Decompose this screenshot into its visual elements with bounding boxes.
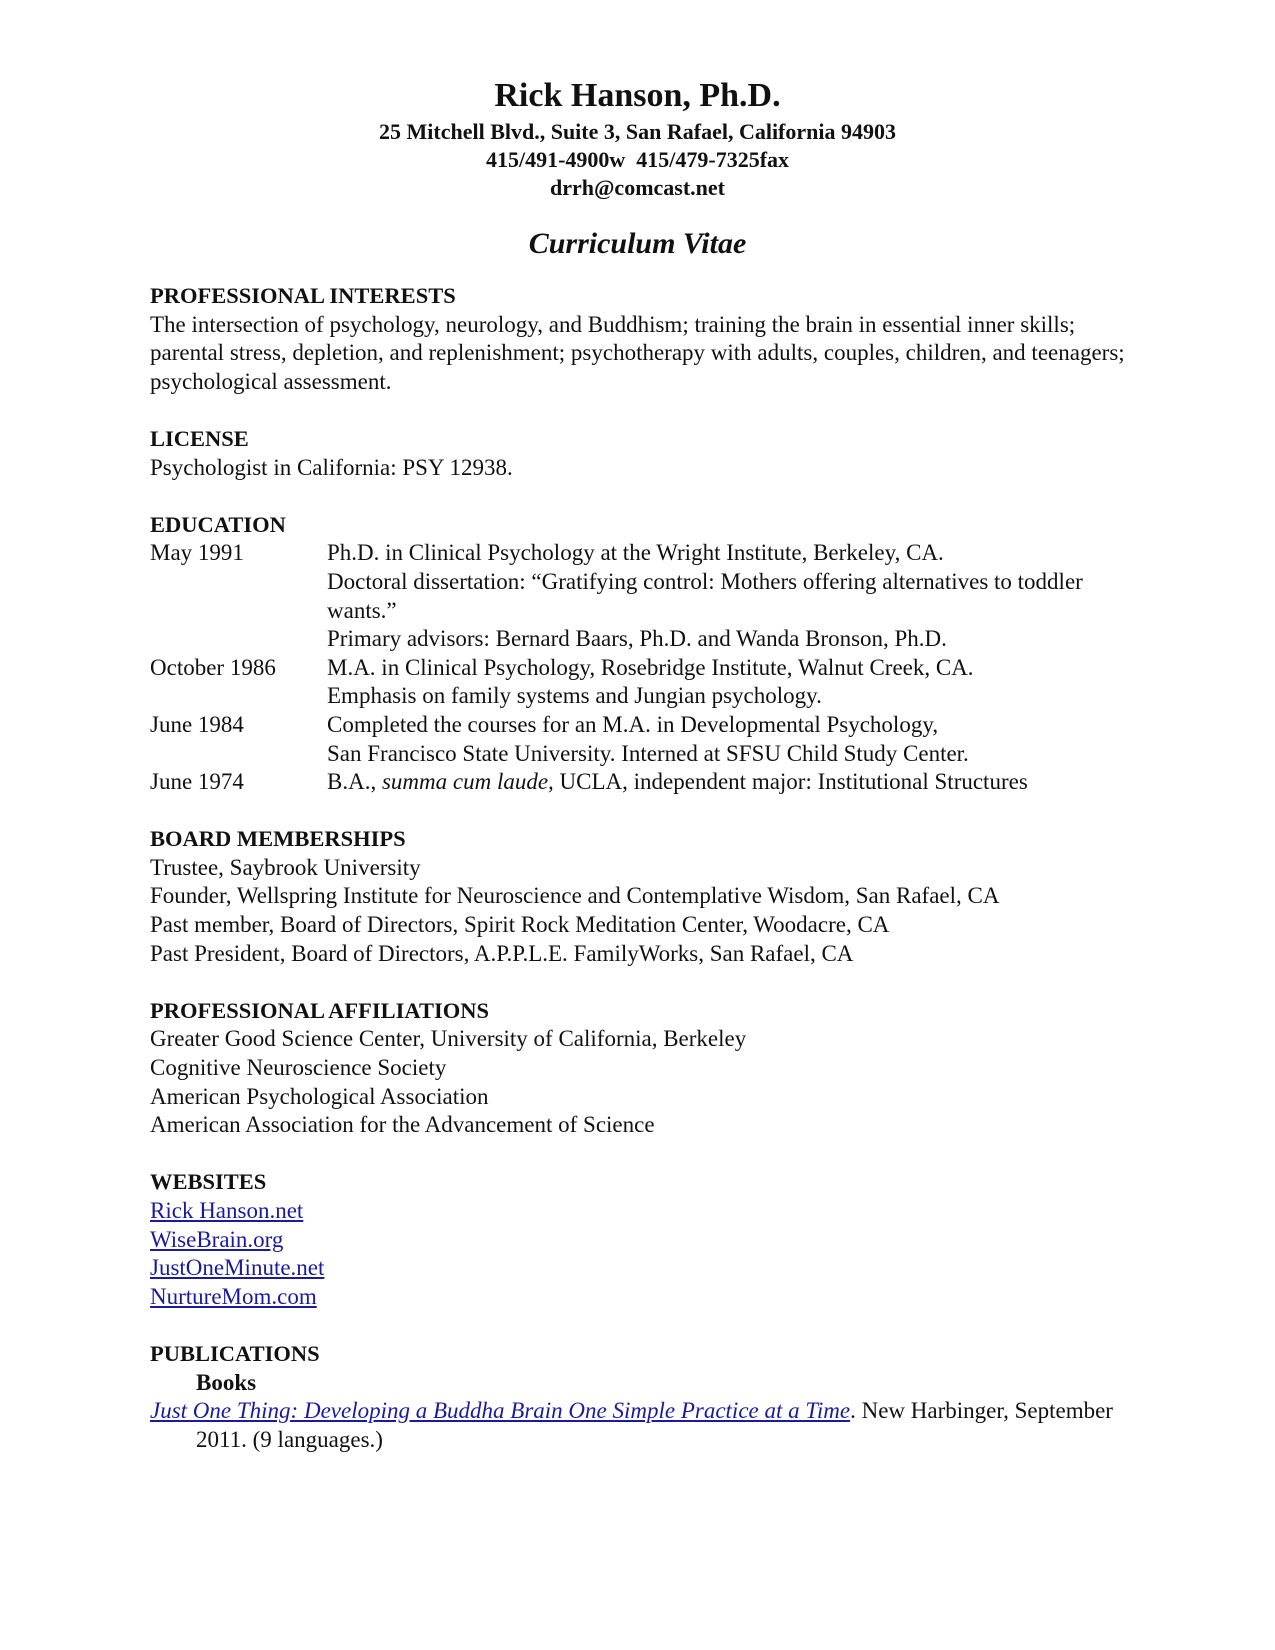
section-heading: LICENSE: [150, 425, 249, 451]
section-heading: PROFESSIONAL INTERESTS: [150, 283, 456, 308]
phone-numbers: 415/491-4900w 415/479-7325fax: [485, 147, 790, 172]
honors-text: summa cum laude,: [381, 769, 554, 795]
education-line: M.A. in Clinical Psychology, Rosebridge Institute, Walnut Creek, CA.: [327, 654, 974, 680]
section-heading: WEBSITES: [150, 1169, 267, 1195]
list-item: Greater Good Science Center, University of California, Berkeley: [150, 1026, 747, 1052]
section-websites: [150, 1168, 1130, 1311]
website-link-nurturemom[interactable]: NurtureMom.com: [150, 1283, 317, 1309]
education-details: [327, 711, 1130, 768]
education-date: June 1974: [150, 769, 244, 795]
interests-text: The intersection of psychology, neurology, and Buddhism; training the brain in essential inner skills; parental stress, depletion, and replenishment; psychotherapy with adults, couples, children, and teenagers; psychological assessment.: [150, 311, 1125, 394]
section-heading: PROFESSIONAL AFFILIATIONS: [150, 997, 490, 1023]
section-heading: PUBLICATIONS: [150, 1340, 320, 1366]
section-heading: EDUCATION: [150, 511, 286, 537]
address: 25 Mitchell Blvd., Suite 3, San Rafael, California 94903: [379, 119, 896, 144]
subsection-heading-books: Books: [196, 1369, 257, 1395]
education-details: [327, 539, 1130, 653]
email: drrh@comcast.net: [549, 175, 726, 200]
education-line: Completed the courses for an M.A. in Developmental Psychology,: [327, 711, 939, 737]
letterhead: [0, 74, 1275, 202]
section-professional-interests: [150, 282, 1130, 396]
section-professional-affiliations: [150, 997, 1130, 1140]
education-line: Ph.D. in Clinical Psychology at the Wright Institute, Berkeley, CA.: [327, 540, 944, 566]
education-entry: [150, 539, 1130, 653]
publication-entry: [150, 1397, 1130, 1454]
list-item: Trustee, Saybrook University: [150, 854, 421, 880]
list-item: American Association for the Advancement of Science: [150, 1112, 655, 1138]
education-entry: [150, 654, 1130, 711]
degree-suffix: UCLA, independent major: Institutional Structures: [553, 769, 1028, 795]
education-line: Primary advisors: Bernard Baars, Ph.D. and Wanda Bronson, Ph.D.: [327, 626, 947, 652]
education-line: Emphasis on family systems and Jungian psychology.: [327, 683, 822, 709]
degree-prefix: B.A.,: [327, 769, 382, 795]
section-education: [150, 511, 1130, 797]
list-item: American Psychological Association: [150, 1083, 489, 1109]
education-line: Doctoral dissertation: “Gratifying control: Mothers offering alternatives to toddler wants.”: [327, 568, 1083, 623]
education-date: October 1986: [150, 654, 276, 680]
list-item: Cognitive Neuroscience Society: [150, 1055, 447, 1081]
education-line: San Francisco State University. Interned at SFSU Child Study Center.: [327, 740, 969, 766]
section-license: [150, 425, 1130, 482]
website-link-rickhanson[interactable]: Rick Hanson.net: [150, 1198, 304, 1223]
section-publications: [150, 1340, 1130, 1454]
website-link-justoneminute[interactable]: JustOneMinute.net: [150, 1255, 325, 1281]
book-title-link[interactable]: Just One Thing: Developing a Buddha Brain One Simple Practice at a Time: [150, 1398, 851, 1424]
cv-body: [150, 282, 1130, 1483]
education-entry: [150, 768, 1130, 797]
license-text: Psychologist in California: PSY 12938.: [150, 454, 513, 480]
education-date: May 1991: [150, 540, 244, 566]
list-item: Founder, Wellspring Institute for Neuroscience and Contemplative Wisdom, San Rafael, CA: [150, 883, 1000, 909]
list-item: Past President, Board of Directors, A.P.P.L.E. FamilyWorks, San Rafael, CA: [150, 940, 854, 966]
education-details: [327, 654, 1130, 711]
section-heading: BOARD MEMBERSHIPS: [150, 826, 406, 852]
education-date: June 1984: [150, 711, 244, 737]
author-name: Rick Hanson, Ph.D.: [494, 77, 781, 114]
book-details: . New Harbinger, September 2011. (9 languages.): [196, 1398, 1113, 1452]
education-entry: [150, 711, 1130, 768]
education-details: [327, 768, 1130, 797]
document-title: Curriculum Vitae: [528, 227, 747, 260]
list-item: Past member, Board of Directors, Spirit Rock Meditation Center, Woodacre, CA: [150, 912, 890, 938]
website-link-wisebrain[interactable]: WiseBrain.org: [150, 1226, 284, 1252]
section-board-memberships: [150, 825, 1130, 968]
